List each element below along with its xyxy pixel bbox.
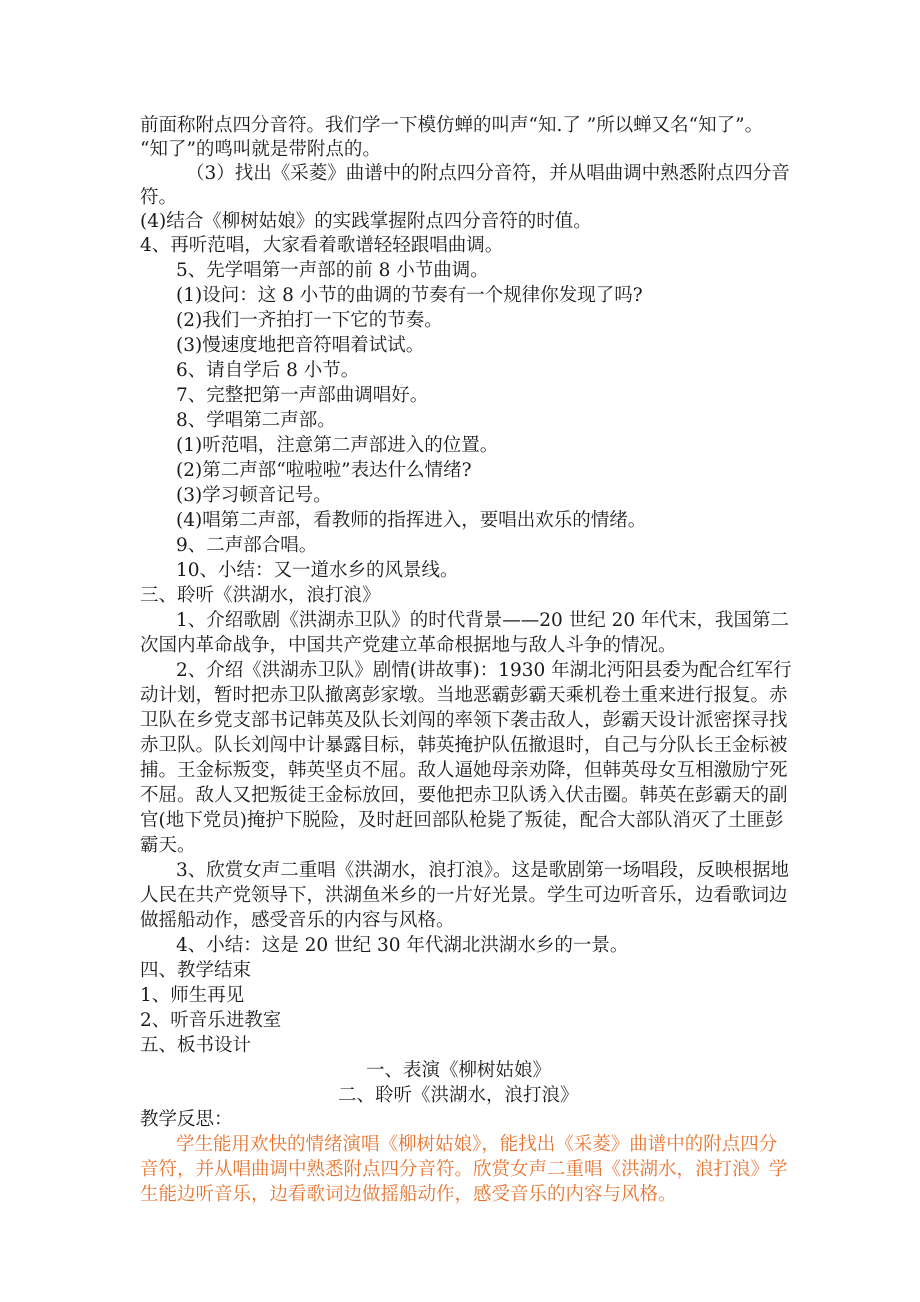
text-line: 做摇船动作，感受音乐的内容与风格。 bbox=[140, 910, 455, 931]
text-line: 2、听音乐进教室 bbox=[140, 1010, 282, 1031]
text-line: 6、请自学后 8 小节。 bbox=[176, 360, 360, 381]
text-line: 官(地下党员)掩护下脱险，及时赶回部队枪毙了叛徒，配合大部队消灭了土匪彭 bbox=[140, 810, 784, 831]
text-line: 前面称附点四分音符。我们学一下模仿蝉的叫声“知.了 ”所以蝉又名“知了”。 bbox=[140, 115, 764, 136]
reflection-text: 学生能用欢快的情绪演唱《柳树姑娘》，能找出《采菱》曲谱中的附点四分 bbox=[176, 1134, 778, 1155]
text-line: 3、欣赏女声二重唱《洪湖水，浪打浪》。这是歌剧第一场唱段，反映根据地 bbox=[176, 860, 790, 881]
section-heading: 四、教学结束 bbox=[140, 960, 252, 981]
text-line: 符。 bbox=[140, 187, 178, 208]
text-line: (4)唱第二声部，看教师的指挥进入，要唱出欢乐的情绪。 bbox=[176, 510, 647, 531]
text-line: 卫队在乡党支部书记韩英及队长刘闯的率领下袭击敌人，彭霸天设计派密探寻找 bbox=[140, 710, 788, 731]
text-line: (1)听范唱，注意第二声部进入的位置。 bbox=[176, 435, 499, 456]
text-line: 捕。王金标叛变，韩英坚贞不屈。敌人逼她母亲劝降，但韩英母女互相激励宁死 bbox=[140, 760, 788, 781]
text-line: “知了”的鸣叫就是带附点的。 bbox=[140, 139, 381, 160]
text-line: 动计划，暂时把赤卫队撤离彭家墩。当地恶霸彭霸天乘机卷土重来进行报复。赤 bbox=[140, 685, 788, 706]
text-line: 赤卫队。队长刘闯中计暴露目标，韩英掩护队伍撤退时，自己与分队长王金标被 bbox=[140, 735, 788, 756]
text-line: 2、介绍《洪湖赤卫队》剧情(讲故事)：1930 年湖北沔阳县委为配合红军行 bbox=[176, 660, 792, 681]
text-line: 次国内革命战争，中国共产党建立革命根据地与敌人斗争的情况。 bbox=[140, 635, 677, 656]
text-line: （3）找出《采菱》曲谱中的附点四分音符，并从唱曲调中熟悉附点四分音 bbox=[186, 163, 790, 184]
section-heading: 五、板书设计 bbox=[140, 1035, 252, 1056]
text-line: 1、师生再见 bbox=[140, 985, 245, 1006]
text-line: 不屈。敌人又把叛徒王金标放回，要他把赤卫队诱入伏击圈。韩英在彭霸天的副 bbox=[140, 785, 788, 806]
text-line: 4、再听范唱，大家看着歌谱轻轻跟唱曲调。 bbox=[140, 235, 504, 256]
board-design-line: 一、表演《柳树姑娘》 bbox=[366, 1060, 552, 1081]
text-line: 10、小结：又一道水乡的风景线。 bbox=[176, 560, 459, 581]
text-line: 4、小结：这是 20 世纪 30 年代湖北洪湖水乡的一景。 bbox=[176, 935, 629, 956]
text-line: (2)第二声部“啦啦啦”表达什么情绪? bbox=[176, 460, 472, 481]
text-line: (4)结合《柳树姑娘》的实践掌握附点四分音符的时值。 bbox=[140, 211, 592, 232]
text-line: 霸天。 bbox=[140, 835, 196, 856]
reflection-text: 音符，并从唱曲调中熟悉附点四分音符。欣赏女声二重唱《洪湖水，浪打浪》学 bbox=[140, 1159, 788, 1180]
reflection-text: 生能边听音乐，边看歌词边做摇船动作，感受音乐的内容与风格。 bbox=[140, 1184, 677, 1205]
text-line: (3)慢速度地把音符唱着试试。 bbox=[176, 335, 425, 356]
board-design-line: 二、聆听《洪湖水，浪打浪》 bbox=[338, 1085, 579, 1106]
section-heading: 三、聆听《洪湖水，浪打浪》 bbox=[140, 585, 381, 606]
text-line: 5、先学唱第一声部的前 8 小节曲调。 bbox=[176, 260, 489, 281]
text-line: 7、完整把第一声部曲调唱好。 bbox=[176, 385, 429, 406]
text-line: 1、介绍歌剧《洪湖赤卫队》的时代背景——20 世纪 20 年代末，我国第二 bbox=[176, 610, 789, 631]
text-line: (2)我们一齐拍打一下它的节奏。 bbox=[176, 310, 443, 331]
text-line: 人民在共产党领导下，洪湖鱼米乡的一片好光景。学生可边听音乐，边看歌词边 bbox=[140, 885, 788, 906]
text-line: (1)设问：这 8 小节的曲调的节奏有一个规律你发现了吗? bbox=[176, 285, 643, 306]
text-line: (3)学习顿音记号。 bbox=[176, 485, 332, 506]
reflection-heading: 教学反思： bbox=[140, 1109, 233, 1130]
text-line: 9、二声部合唱。 bbox=[176, 535, 318, 556]
text-line: 8、学唱第二声部。 bbox=[176, 410, 336, 431]
